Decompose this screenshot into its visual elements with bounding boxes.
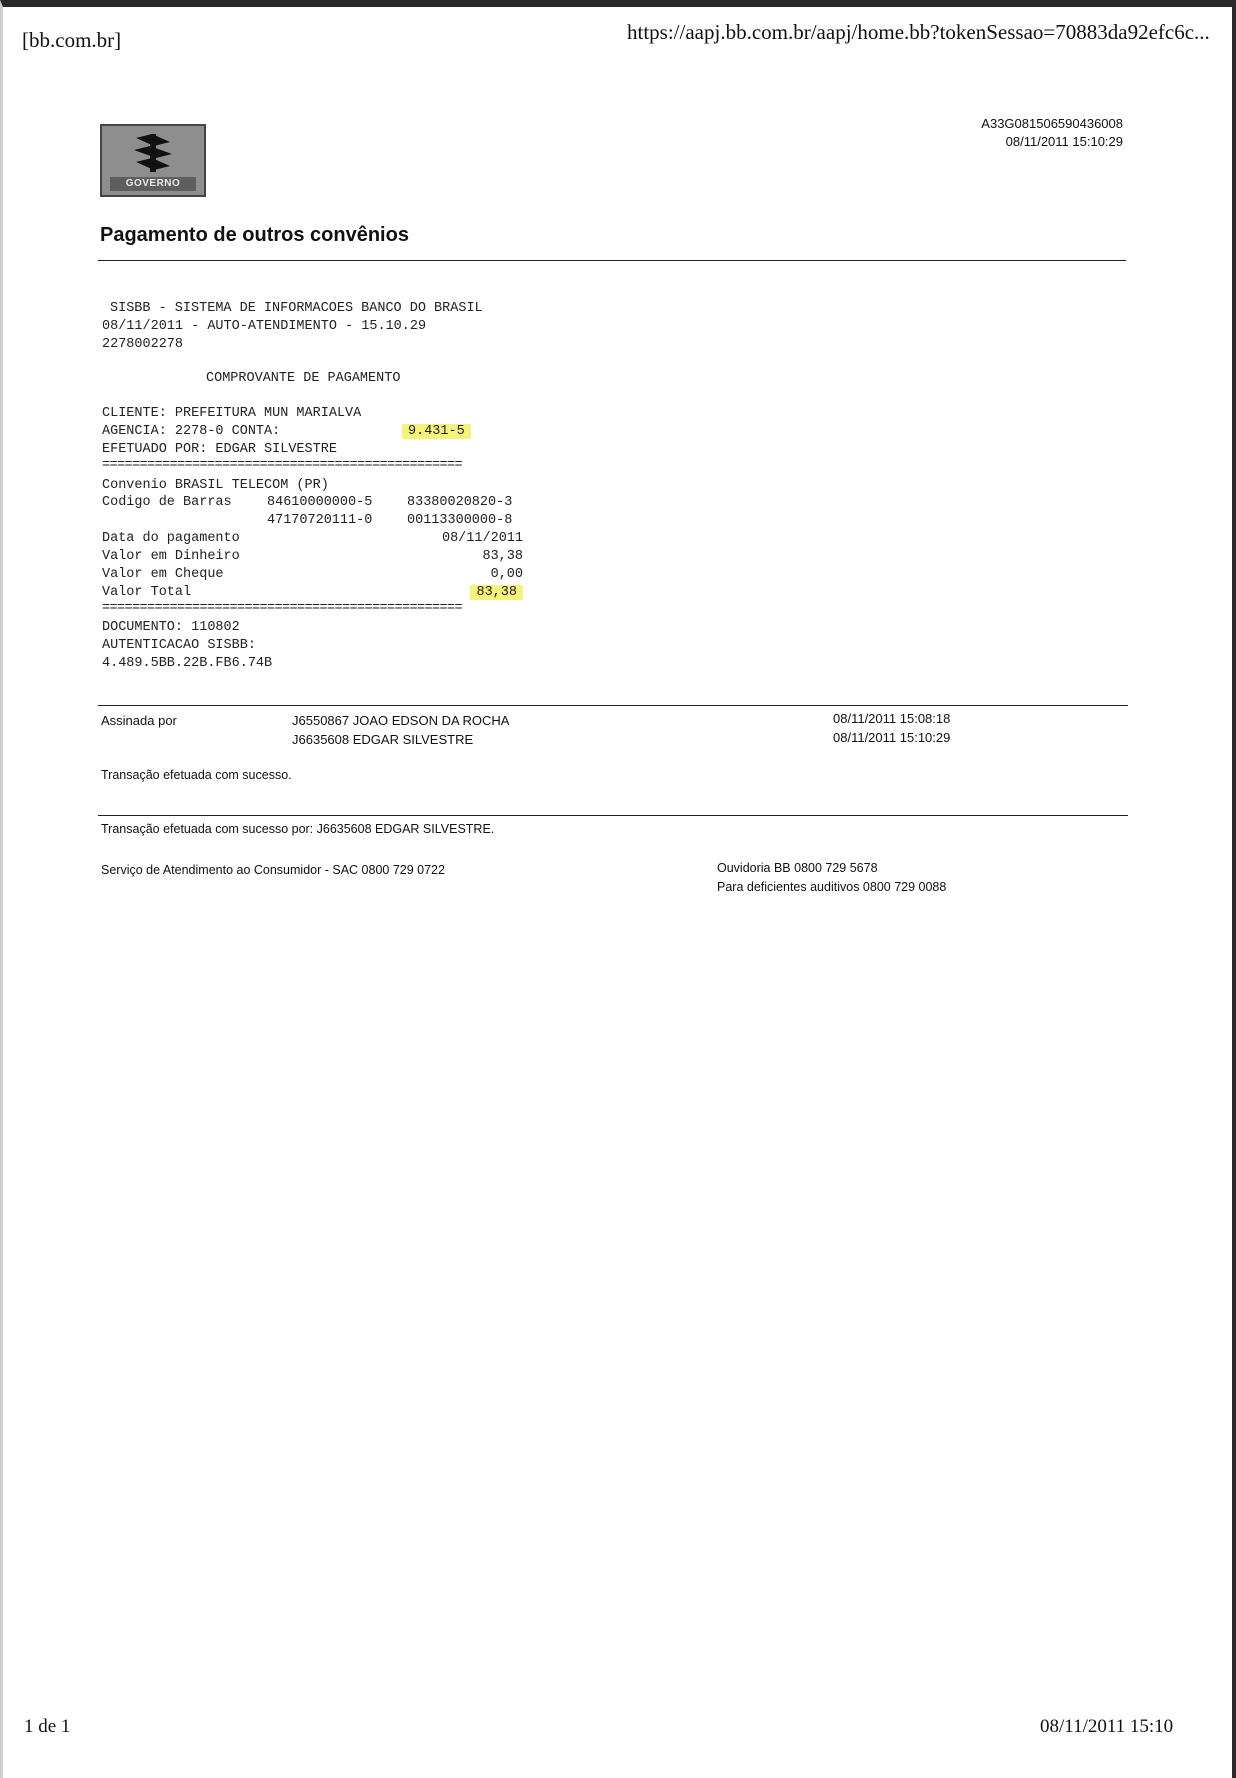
status-divider	[98, 815, 1128, 816]
receipt-agencia: AGENCIA: 2278-0 CONTA:	[102, 424, 281, 439]
receipt-autenticacao: AUTENTICACAO SISBB:	[102, 638, 256, 653]
status-by-message: Transação efetuada com sucesso por: J6635608 EDGAR SILVESTRE.	[101, 822, 495, 836]
receipt-auth-code: 4.489.5BB.22B.FB6.74B	[102, 656, 273, 671]
status-message: Transação efetuada com sucesso.	[101, 768, 292, 782]
signer-2-datetime: 08/11/2011 15:10:29	[833, 730, 951, 745]
barcode-2b: 00113300000-8	[407, 513, 513, 528]
receipt-title: COMPROVANTE DE PAGAMENTO	[206, 371, 401, 386]
valor-cheque-value: 0,00	[490, 567, 523, 582]
data-pagamento-value: 08/11/2011	[441, 531, 523, 546]
receipt-cliente: CLIENTE: PREFEITURA MUN MARIALVA	[102, 406, 362, 421]
logo-caption: GOVERNO	[110, 177, 196, 191]
transaction-datetime: 08/11/2011 15:10:29	[1005, 134, 1123, 149]
page-url: https://aapj.bb.com.br/aapj/home.bb?tokenSessao=70883da92efc6c...	[627, 20, 1210, 44]
receipt-convenio: Convenio BRASIL TELECOM (PR)	[102, 478, 329, 493]
receipt-separator-1: ================================================	[102, 458, 463, 473]
receipt-efetuado: EFETUADO POR: EDGAR SILVESTRE	[102, 442, 337, 457]
signer-1-datetime: 08/11/2011 15:08:18	[833, 711, 951, 726]
page-number: 1 de 1	[24, 1716, 71, 1737]
receipt-line-3: 2278002278	[102, 337, 184, 352]
conta-highlight: 9.431-5	[402, 424, 471, 439]
valor-cheque-label: Valor em Cheque	[102, 567, 224, 582]
valor-dinheiro-label: Valor em Dinheiro	[102, 549, 240, 564]
transaction-code: A33G081506590436008	[981, 116, 1123, 131]
barcode-2a: 47170720111-0	[267, 513, 373, 528]
signer-2: J6635608 EDGAR SILVESTRE	[292, 732, 474, 747]
barcode-label: Codigo de Barras	[102, 495, 232, 510]
valor-dinheiro-value: 83,38	[482, 549, 523, 564]
valor-total-value	[400, 585, 523, 600]
print-datetime: 08/11/2011 15:10	[1040, 1716, 1174, 1737]
ouvidoria-contact: Ouvidoria BB 0800 729 5678	[717, 861, 878, 875]
barcode-1b: 83380020820-3	[407, 495, 513, 510]
total-highlight: 83,38	[470, 585, 523, 600]
signature-divider	[98, 705, 1128, 706]
title-divider	[98, 260, 1126, 261]
receipt-line-2: 08/11/2011 - AUTO-ATENDIMENTO - 15.10.29	[102, 319, 427, 334]
page-title: Pagamento de outros convênios	[100, 224, 409, 246]
receipt-documento: DOCUMENTO: 110802	[102, 620, 240, 635]
data-pagamento-label: Data do pagamento	[102, 531, 240, 546]
deficientes-contact: Para deficientes auditivos 0800 729 0088	[717, 880, 947, 894]
barcode-1a: 84610000000-5	[267, 495, 373, 510]
receipt-conta	[402, 424, 471, 439]
site-label: [bb.com.br]	[22, 28, 122, 52]
receipt-separator-2: ================================================	[102, 601, 463, 616]
receipt-line-1: SISBB - SISTEMA DE INFORMACOES BANCO DO BRASIL	[110, 301, 483, 316]
valor-total-label: Valor Total	[102, 585, 192, 600]
signed-by-label: Assinada por	[101, 713, 177, 728]
sac-contact: Serviço de Atendimento ao Consumidor - SAC 0800 729 0722	[101, 863, 445, 877]
bb-logo	[100, 124, 206, 197]
bb-logo-icon	[130, 132, 176, 176]
signer-1: J6550867 JOAO EDSON DA ROCHA	[292, 713, 510, 728]
